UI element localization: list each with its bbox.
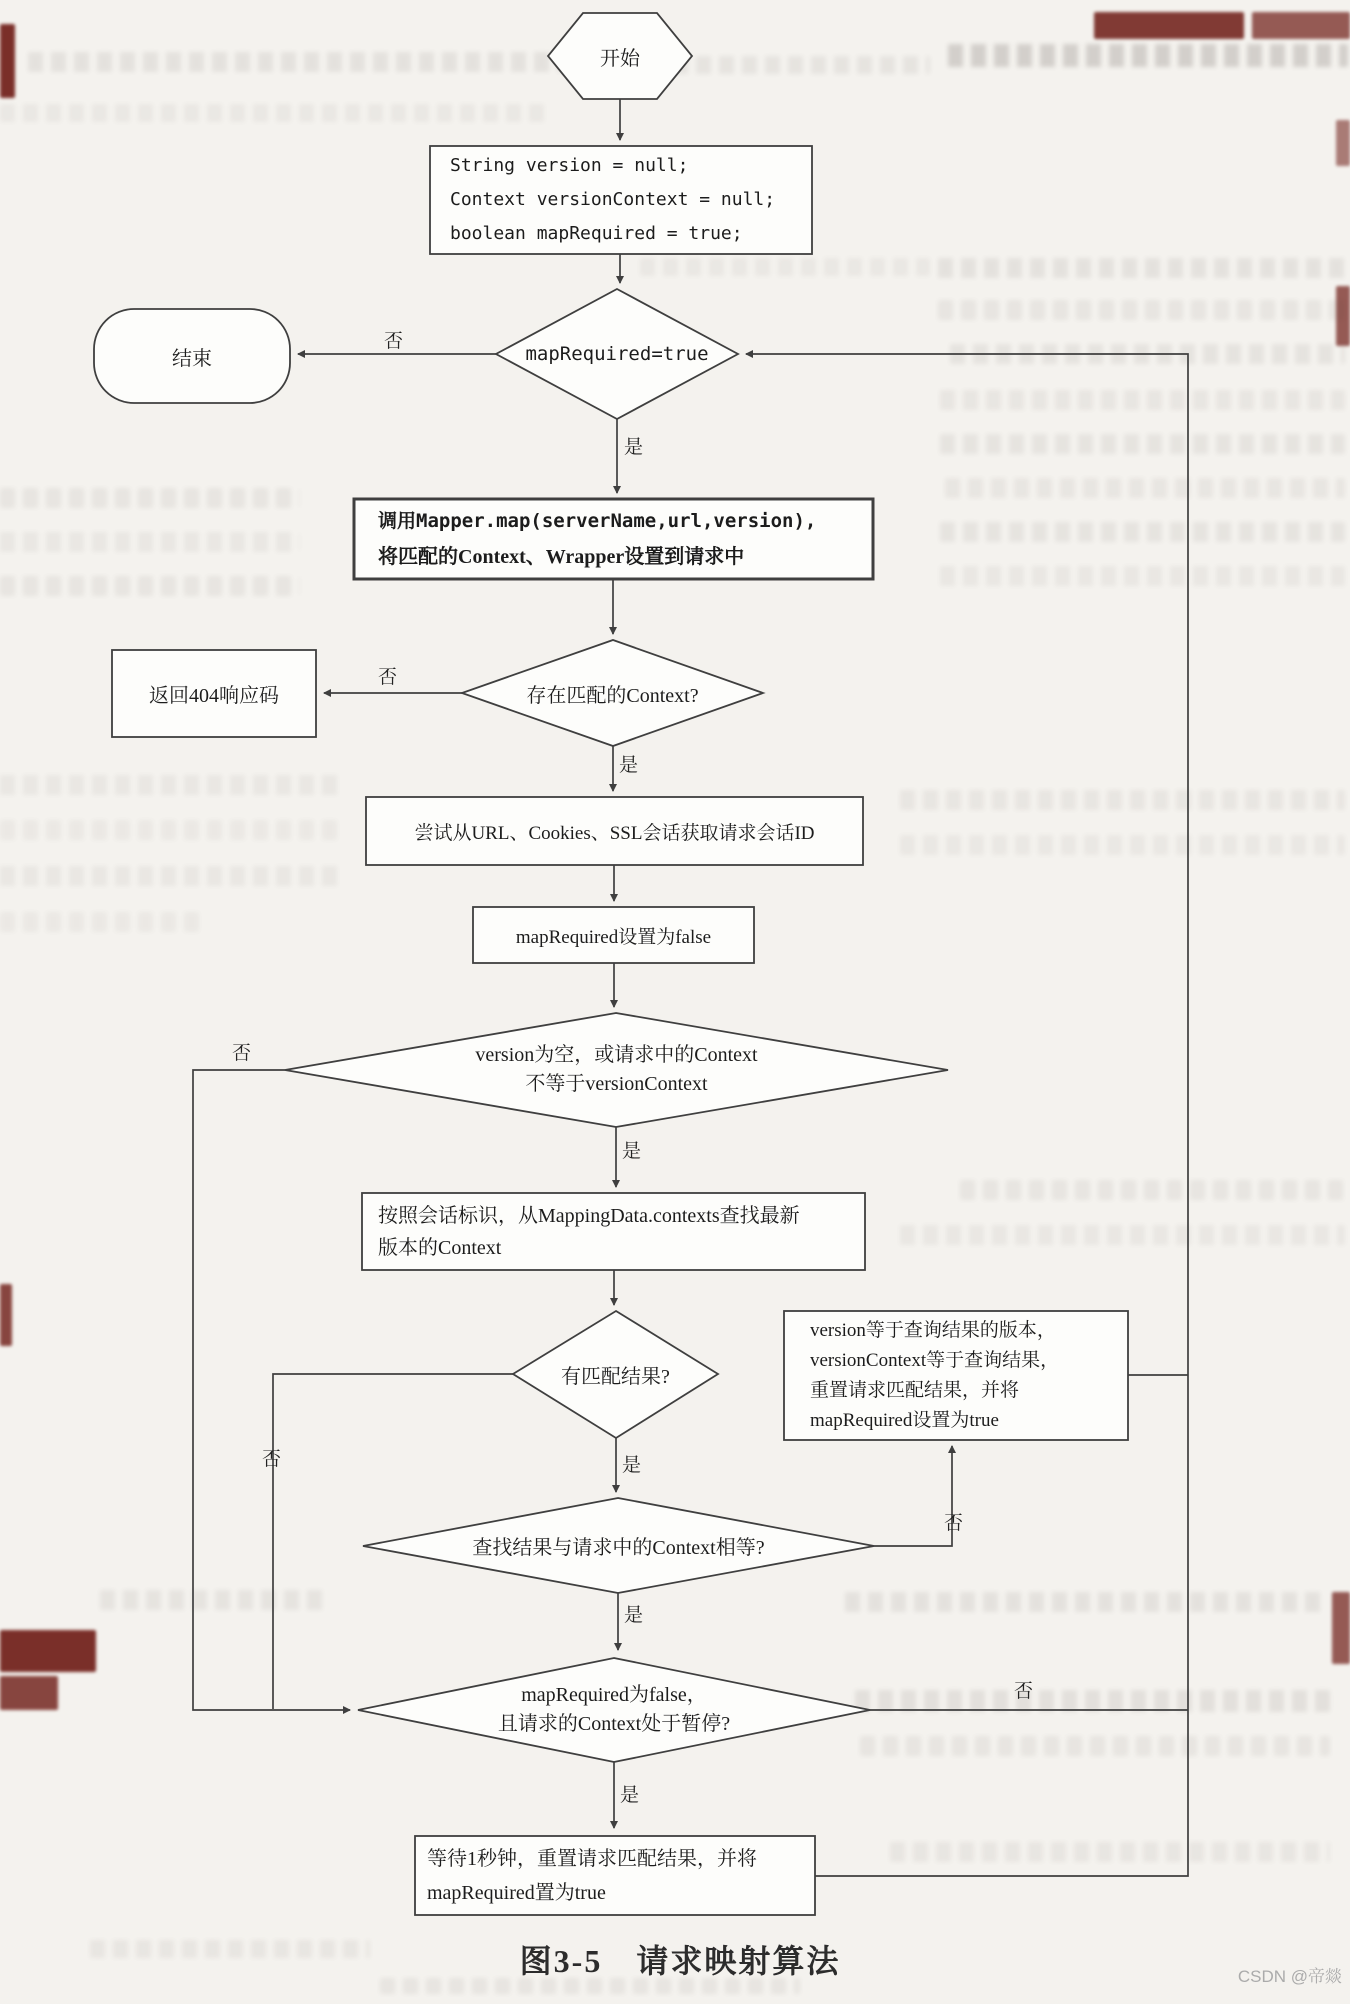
init-code-line: String version = null;	[450, 155, 689, 176]
apply-result-line: 重置请求匹配结果，并将	[810, 1379, 1020, 1401]
context-paused-line: mapRequired为false，	[521, 1684, 707, 1706]
find-latest-line: 按照会话标识，从MappingData.contexts查找最新	[378, 1204, 800, 1227]
version-empty-line: version为空，或请求中的Context	[475, 1044, 758, 1066]
edge-label-yes: 是	[622, 1455, 642, 1476]
version-empty-decision	[285, 1013, 948, 1127]
edge-label-yes: 是	[622, 1141, 642, 1162]
edge-label-yes: 是	[620, 1785, 640, 1806]
figure-caption: 图3-5 请求映射算法	[519, 1943, 841, 1979]
apply-result-node	[784, 1311, 1128, 1440]
init-variables-node	[430, 146, 812, 254]
end-node	[94, 309, 290, 403]
edge-label-yes: 是	[619, 755, 639, 776]
edge-label-no: 否	[262, 1449, 282, 1470]
call-mapper-line: 将匹配的Context、Wrapper设置到请求中	[378, 546, 745, 568]
start-label: 开始	[600, 47, 640, 70]
map-required-decision	[496, 289, 738, 419]
init-code-line: boolean mapRequired = true;	[450, 223, 743, 244]
edge-equal-no-to-applyresult	[874, 1446, 952, 1546]
edge-label-yes: 是	[624, 1605, 644, 1626]
edge-label-no: 否	[378, 667, 398, 688]
context-exists-decision	[462, 640, 763, 746]
wait-retry-node	[415, 1836, 815, 1915]
edge-label-no: 否	[384, 331, 404, 352]
return-404-node	[112, 650, 316, 737]
result-equal-decision	[363, 1498, 874, 1593]
get-session-id-label: 尝试从URL、Cookies、SSL会话获取请求会话ID	[414, 822, 815, 844]
set-map-false-node	[473, 907, 754, 963]
call-mapper-node	[354, 499, 873, 579]
edge-label-no: 否	[1014, 1681, 1034, 1702]
find-latest-context-node	[362, 1193, 865, 1270]
version-empty-line: 不等于versionContext	[525, 1073, 708, 1095]
match-result-label: 有匹配结果?	[561, 1366, 670, 1388]
end-label: 结束	[172, 347, 212, 370]
csdn-watermark: CSDN @帝燚	[1237, 1967, 1342, 1986]
context-paused-decision	[358, 1658, 870, 1762]
get-session-id-node	[366, 797, 863, 865]
start-node	[548, 13, 692, 99]
find-latest-line: 版本的Context	[378, 1236, 502, 1259]
match-result-decision	[513, 1311, 718, 1438]
context-exists-label: 存在匹配的Context?	[526, 684, 699, 707]
apply-result-line: versionContext等于查询结果，	[810, 1349, 1060, 1371]
map-required-label: mapRequired=true	[525, 343, 709, 365]
edge-versioncheck-no-to-paused	[193, 1070, 350, 1710]
edge-label-no: 否	[944, 1513, 964, 1534]
wait-retry-line: mapRequired置为true	[427, 1881, 606, 1904]
apply-result-line: mapRequired设置为true	[810, 1409, 999, 1431]
return-404-label: 返回404响应码	[149, 685, 279, 707]
call-mapper-line: 调用Mapper.map(serverName,url,version),	[378, 510, 817, 532]
result-equal-label: 查找结果与请求中的Context相等?	[472, 1537, 765, 1559]
apply-result-line: version等于查询结果的版本，	[810, 1319, 1056, 1341]
edge-label-no: 否	[232, 1043, 252, 1064]
init-code-line: Context versionContext = null;	[450, 189, 776, 210]
set-map-false-label: mapRequired设置为false	[515, 926, 712, 948]
edge-label-yes: 是	[624, 437, 644, 458]
context-paused-line: 且请求的Context处于暂停?	[497, 1713, 731, 1735]
wait-retry-line: 等待1秒钟，重置请求匹配结果，并将	[427, 1847, 757, 1870]
